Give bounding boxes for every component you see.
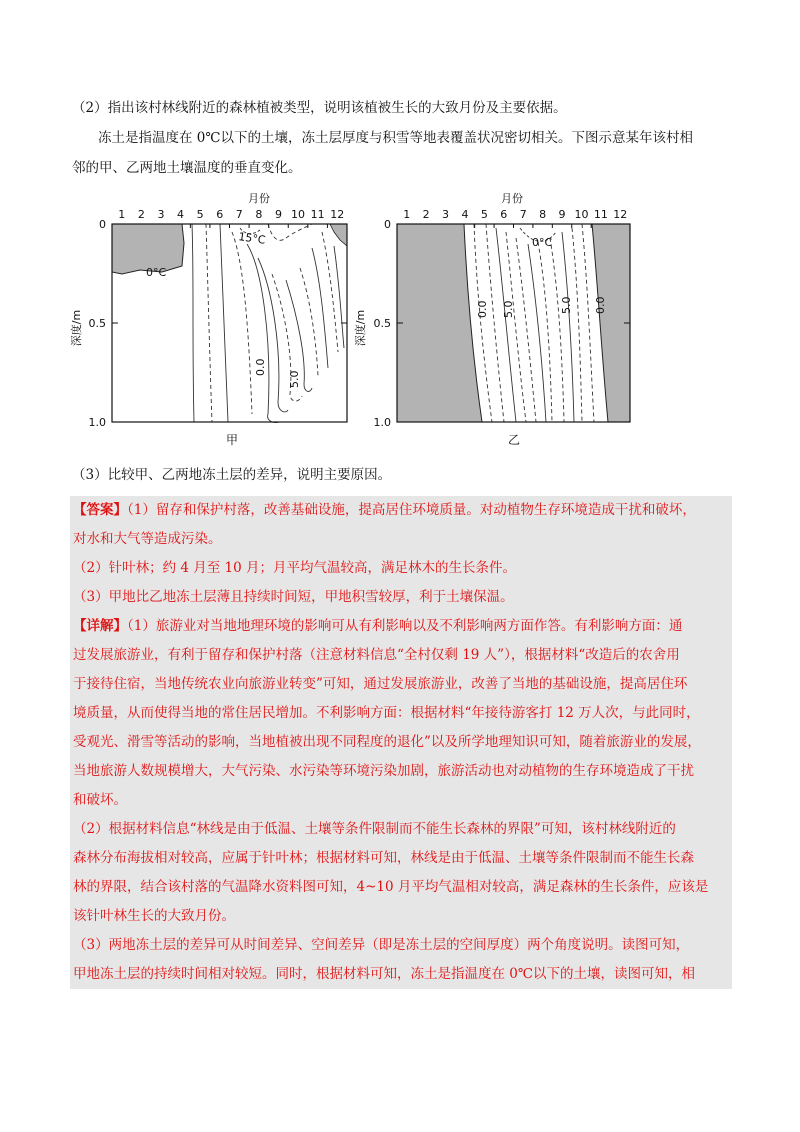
caption-jia: 甲 (225, 433, 239, 447)
intro-line-1: 冻土是指温度在 0℃以下的土壤，冻土层厚度与积雪等地表覆盖状况密切相关。下图示意某年该村相 (98, 130, 693, 146)
month-tick-right: 10 (574, 208, 589, 221)
month-tick-right: 6 (500, 208, 508, 221)
caption-yi: 乙 (507, 433, 521, 447)
label-left-5-0: 5.0 (288, 370, 301, 388)
label-left-0c: 0°C (146, 266, 167, 279)
month-label-left: 月份 (248, 192, 270, 205)
frozen-area-left-late (330, 224, 347, 246)
month-tick-left: 10 (291, 208, 306, 221)
month-tick-right: 5 (480, 208, 488, 221)
month-tick-left: 4 (177, 208, 185, 221)
depth-tick-left-0-5: 0.5 (88, 317, 106, 330)
month-tick-left: 12 (330, 208, 345, 221)
detail-p1-line: 境质量，从而使得当地的常住居民增加。不利影响方面：根据材料“年接待游客打 12 万人次，与此同时， (73, 705, 700, 721)
month-tick-left: 1 (118, 208, 126, 221)
label-left-0-0: 0.0 (254, 358, 267, 376)
month-label-right: 月份 (501, 192, 523, 205)
depth-label-right: 深度/m (354, 309, 367, 347)
answer-2: （2）针叶林；约 4 月至 10 月；月平均气温较高，满足林木的生长条件。 (73, 560, 517, 576)
depth-tick-left-0: 0 (99, 218, 106, 231)
depth-tick-right-1-0: 1.0 (373, 416, 391, 429)
label-left-15c: 15°C (237, 230, 267, 247)
answer-block (70, 496, 732, 989)
answer-3: （3）甲地比乙地冻土层薄且持续时间短，甲地积雪较厚，利于土壤保温。 (73, 589, 514, 605)
question-2: （2）指出该村林线附近的森林植被类型，说明该植被生长的大致月份及主要依据。 (72, 100, 567, 116)
month-tick-right: 1 (403, 208, 411, 221)
detail-p2-line: 该针叶林生长的大致月份。 (73, 908, 235, 924)
detail-p3-line: （3）两地冻土层的差异可从时间差异、空间差异（即是冻土层的空间厚度）两个角度说明。读图可知， (73, 937, 690, 953)
panel-jia (69, 192, 347, 447)
detail-p1-line: 受观光、滑雪等活动的影响，当地植被出现不同程度的退化”以及所学地理知识可知，随着旅游业的发展， (73, 734, 701, 750)
answer-tag: 【答案】 (73, 502, 127, 518)
intro-line-2: 邻的甲、乙两地土壤温度的垂直变化。 (72, 160, 302, 176)
detail-p1-line: 过发展旅游业，有利于留存和保护村落（注意材料信息“全村仅剩 19 人”），根据材料“改造后的农舍用 (73, 647, 680, 663)
label-right-0-0b: 0.0 (594, 296, 607, 314)
depth-tick-right-0-5: 0.5 (373, 317, 391, 330)
month-tick-right: 9 (558, 208, 566, 221)
month-tick-left: 6 (216, 208, 224, 221)
depth-tick-right-0: 0 (384, 218, 391, 231)
detail-p1-line: 和破坏。 (73, 792, 127, 808)
frozen-area-right-early (397, 224, 482, 422)
soil-temperature-figure (72, 188, 672, 450)
month-tick-left: 11 (310, 208, 325, 221)
month-tick-left: 3 (157, 208, 165, 221)
label-right-5-0a: 5.0 (502, 300, 515, 318)
month-tick-right: 3 (442, 208, 450, 221)
month-tick-left: 7 (235, 208, 243, 221)
answer-line-1 (70, 496, 732, 525)
question-3: （3）比较甲、乙两地冻土层的差异，说明主要原因。 (72, 467, 392, 483)
panel-yi (353, 192, 630, 447)
depth-tick-left-1-0: 1.0 (88, 416, 106, 429)
detail-p2-line: 林的界限，结合该村落的气温降水资料图可知，4~10 月平均气温相对较高，满足森林的生长条件，应该是 (73, 879, 709, 895)
month-tick-right: 11 (593, 208, 608, 221)
detail-p1-line: 当地旅游人数规模增大，大气污染、水污染等环境污染加剧，旅游活动也对动植物的生存环境造成了干扰 (73, 763, 694, 779)
month-tick-right: 8 (539, 208, 547, 221)
detail-tag: 【详解】 (73, 618, 127, 634)
depth-label-left: 深度/m (70, 309, 83, 347)
month-tick-left: 2 (137, 208, 145, 221)
answer-1-text: （1）留存和保护村落，改善基础设施，提高居住环境质量。对动植物生存环境造成干扰和破坏， (127, 502, 696, 518)
detail-p3-line: 甲地冻土层的持续时间相对较短。同时，根据材料可知，冻土是指温度在 0℃以下的土壤，读图可知，相 (73, 966, 695, 982)
month-tick-left: 9 (274, 208, 282, 221)
answer-line-2: 对水和大气等造成污染。 (73, 531, 222, 547)
detail-line-1 (70, 612, 732, 641)
month-tick-right: 4 (461, 208, 469, 221)
detail-p2-line: 森林分布海拔相对较高，应属于针叶林；根据材料可知，林线是由于低温、土壤等条件限制而不能生长森 (73, 850, 694, 866)
month-tick-right: 7 (519, 208, 527, 221)
month-tick-left: 8 (255, 208, 263, 221)
month-tick-right: 2 (422, 208, 430, 221)
detail-1-text: （1）旅游业对当地地理环境的影响可从有利影响以及不利影响两方面作答。有利影响方面：通 (127, 618, 683, 634)
label-right-5-0b: 5.0 (560, 296, 573, 314)
label-right-0-0a: 0.0 (476, 300, 489, 318)
label-right-0c: 0°C (532, 236, 553, 249)
month-tick-left: 5 (196, 208, 204, 221)
month-tick-right: 12 (613, 208, 628, 221)
detail-p1-line: 于接待住宿，当地传统农业向旅游业转变”可知，通过发展旅游业，改善了当地的基础设施，提高居住环 (73, 676, 688, 692)
detail-p2-line: （2）根据材料信息“林线是由于低温、土壤等条件限制而不能生长森林的界限”可知，该村林线附近的 (73, 821, 676, 837)
